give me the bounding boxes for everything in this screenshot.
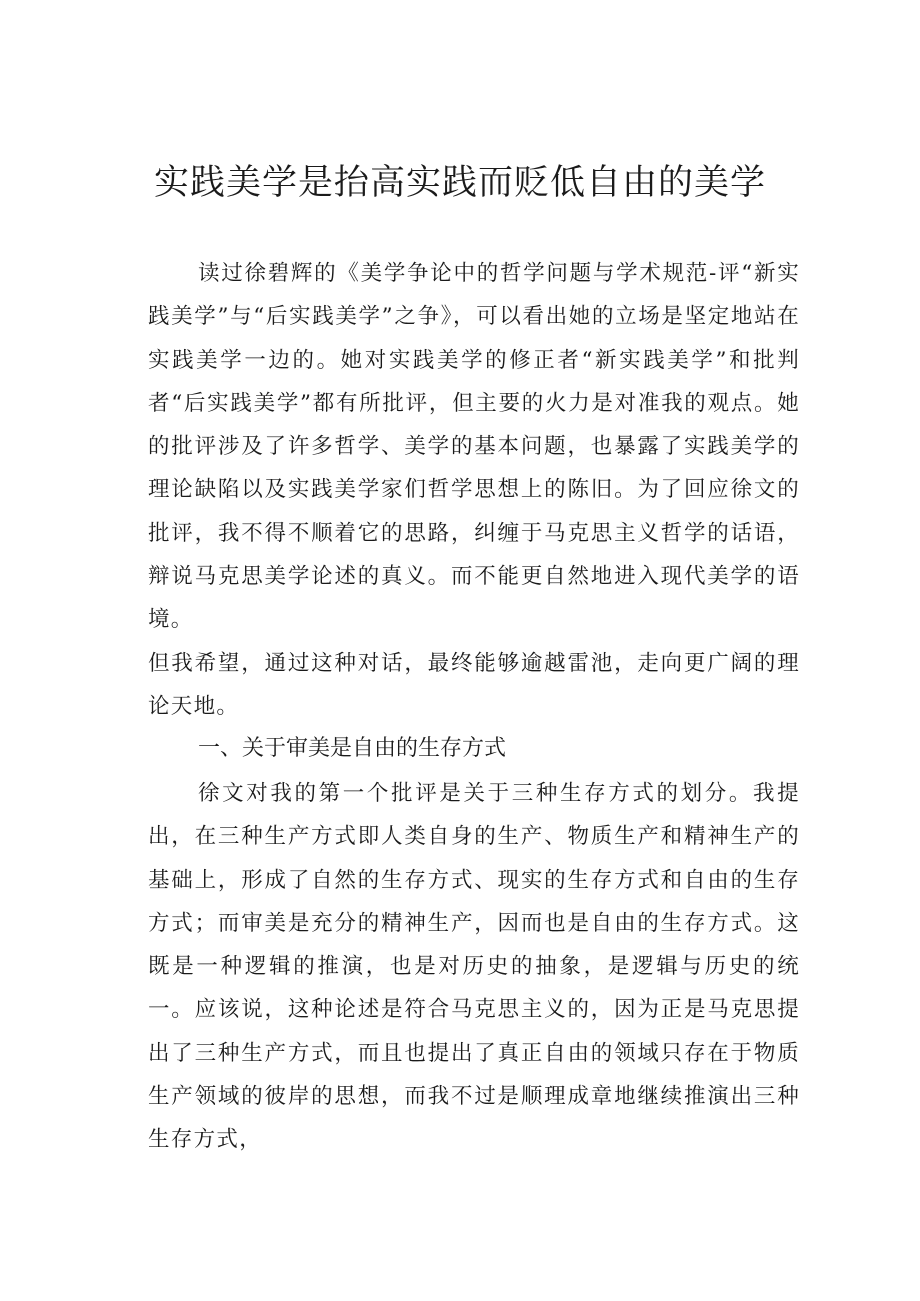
body-paragraph-2: 但我希望，通过这种对话，最终能够逾越雷池，走向更广阔的理论天地。: [148, 651, 800, 720]
document-title: 实践美学是抬高实践而贬低自由的美学: [153, 163, 766, 203]
section-paragraph: 徐文对我的第一个批评是关于三种生存方式的划分。我提出，在三种生产方式即人类自身的生产、物质生产和精神生产的基础上，形成了自然的生存方式、现实的生存方式和自由的生存方式；而审美是充分的精神生产，因而也是自由的生存方式。这既是一种逻辑的推演，也是对历史的抽象，是逻辑与历史的统一。应该说，这种论述是符合马克思主义的，因为正是马克思提出了三种生产方式，而且也提出了真正自由的领域只存在于物质生产领域的彼岸的思想，而我不过是顺理成章地继续推演出三种生存方式，: [148, 781, 800, 1153]
section-heading: 一、关于审美是自由的生存方式: [198, 736, 507, 761]
body-paragraph-1: 读过徐碧辉的《美学争论中的哲学问题与学术规范-评“新实践美学”与“后实践美学”之争》，可以看出她的立场是坚定地站在实践美学一边的。她对实践美学的修正者“新实践美学”和批判者“后实践美学”都有所批评，但主要的火力是对准我的观点。她的批评涉及了许多哲学、美学的基本问题，也暴露了实践美学的理论缺陷以及实践美学家们哲学思想上的陈旧。为了回应徐文的批评，我不得不顺着它的思路，纠缠于马克思主义哲学的话语，辩说马克思美学论述的真义。而不能更自然地进入现代美学的语境。: [148, 261, 800, 633]
